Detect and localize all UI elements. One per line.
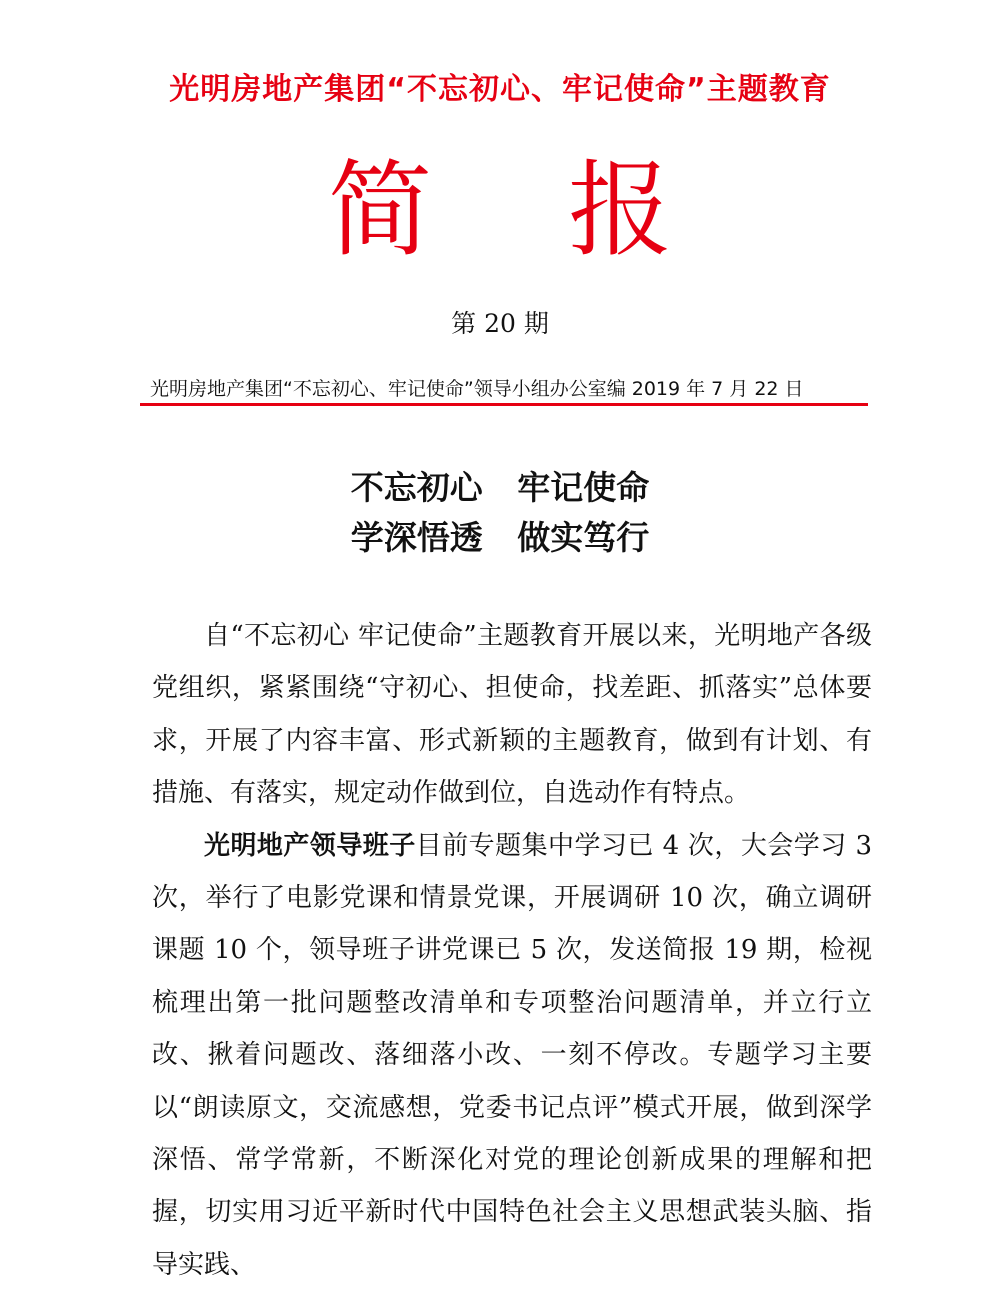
bulletin-masthead: [0, 150, 1000, 270]
masthead-char-jian: 简: [327, 149, 432, 271]
body-paragraph-2: [152, 820, 872, 1291]
organization-title: 光明房地产集团“不忘初心、牢记使命”主题教育: [169, 72, 831, 107]
paragraph-2-text: 目前专题集中学习已 4 次，大会学习 3 次，举行了电影党课和情景党课，开展调研 10 次，确立调研课题 10 个，领导班子讲党课已 5 次，发送简报 19 期，检视梳理出第一批问题整改清单和专项整治问题清单，并立行立改、揪着问题改、落细落小改、一刻不停改。专题学习主要以“朗读原文，交流感想，党委书记点评”模式开展，做到深学深悟、常学常新，不断深化对党的理论创新成果的理解和把握，切实用习近平新时代中国特色社会主义思想武装头脑、指导实践、: [152, 830, 872, 1280]
paragraph-2-lead: 光明地产领导班子: [204, 830, 416, 861]
article-headline-line1: 不忘初心 牢记使命: [350, 468, 650, 507]
issue-number: 第 20 期: [451, 309, 549, 338]
masthead-char-bao: 报: [568, 149, 673, 271]
body-paragraph-1: 自“不忘初心 牢记使命”主题教育开展以来，光明地产各级党组织，紧紧围绕“守初心、担使命，找差距、抓落实”总体要求，开展了内容丰富、形式新颖的主题教育，做到有计划、有措施、有落实，规定动作做到位，自选动作有特点。: [152, 621, 872, 809]
article-headline-line2: 学深悟透 做实笃行: [350, 518, 650, 557]
editor-date-line: 光明房地产集团“不忘初心、牢记使命”领导小组办公室编 2019 年 7 月 22 日: [150, 378, 804, 400]
article-body: [152, 610, 872, 1291]
red-divider-line: [140, 403, 868, 406]
